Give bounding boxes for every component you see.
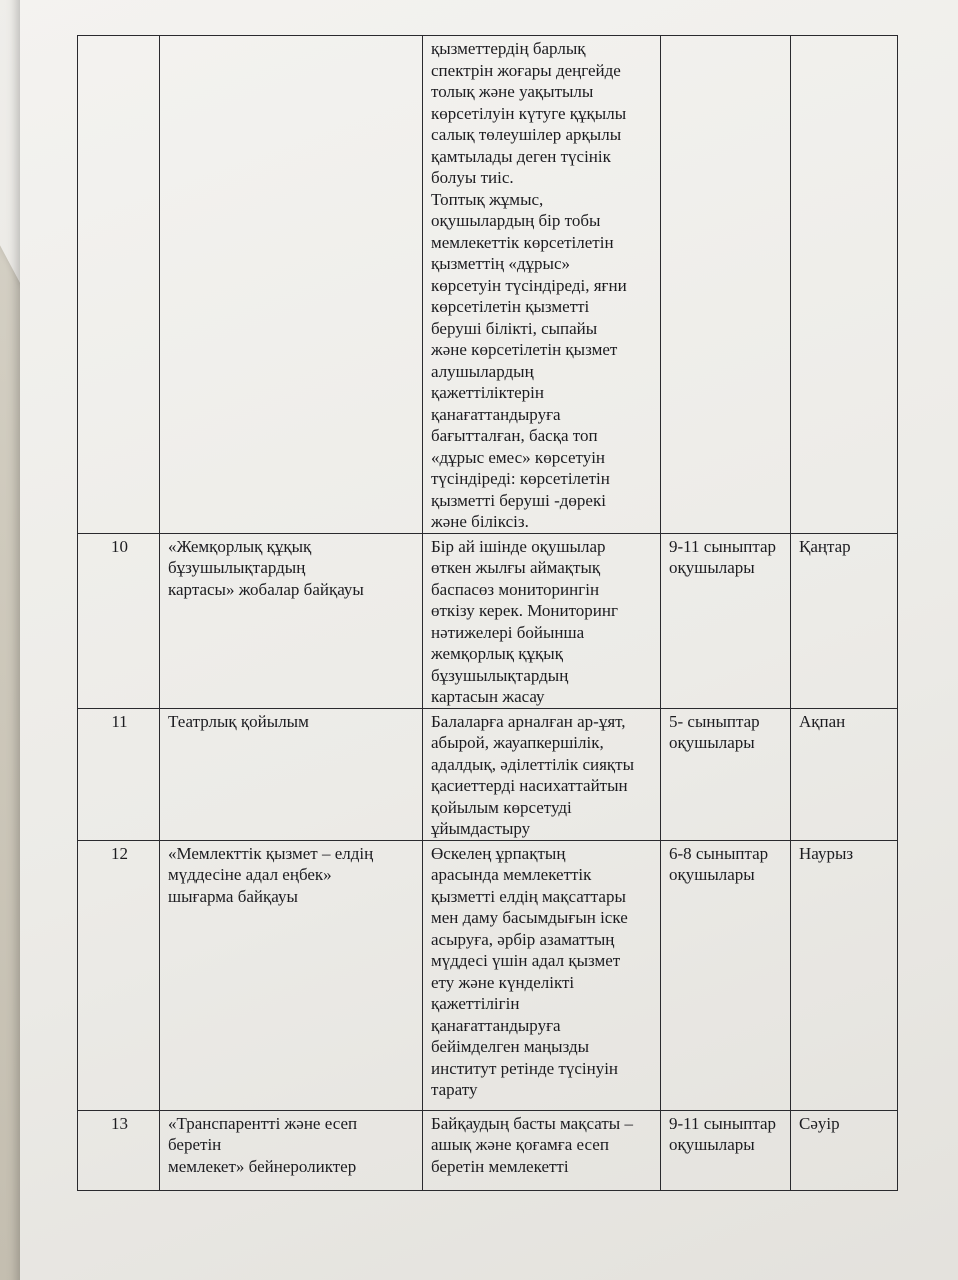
deadline-cell: Наурыз — [791, 840, 898, 1110]
row-number: 13 — [78, 1110, 160, 1190]
deadline-cell: Қаңтар — [791, 533, 898, 708]
participants-cell-line: оқушылары — [669, 733, 755, 752]
event-description-cell-line: көрсетілуін күтуге құқылы — [431, 103, 627, 123]
event-description-cell-line: беруші білікті, сыпайы — [431, 318, 598, 338]
event-name-cell-line: картасы» жобалар байқауы — [168, 579, 364, 599]
participants-cell — [661, 840, 791, 1110]
table-row — [78, 1110, 898, 1190]
participants-cell-line: оқушылары — [669, 1135, 755, 1154]
event-name-cell-line: беретін — [168, 1135, 222, 1154]
event-description-cell-line: спектрін жоғары деңгейде — [431, 60, 621, 80]
table-row — [78, 533, 898, 708]
event-description-cell-line: бұзушылықтардың — [431, 665, 569, 685]
event-description-cell-line: нәтижелері бойынша — [431, 622, 585, 642]
participants-cell — [661, 708, 791, 840]
row-number: 12 — [78, 840, 160, 1110]
event-name-cell-line: мүддесіне адал еңбек» — [168, 865, 332, 884]
event-description-cell-line: толық және уақытылы — [431, 82, 594, 101]
event-description-cell-line: қанағаттандыруға — [431, 404, 561, 424]
event-description-cell-line: ету және күнделікті — [431, 972, 575, 992]
participants-cell-line: 9-11 сыныптар — [669, 1113, 777, 1133]
event-name-cell — [160, 840, 423, 1110]
event-description-cell-line: қамтылады деген түсінік — [431, 146, 611, 166]
event-description-cell-line: беретін мемлекетті — [431, 1156, 569, 1176]
deadline-cell: Сәуір — [791, 1110, 898, 1190]
event-name-cell-line: «Транспарентті және есеп — [168, 1113, 358, 1133]
event-name-cell-line: бұзушылықтардың — [168, 558, 306, 577]
participants-cell — [661, 1110, 791, 1190]
event-description-cell-line: алушылардың — [431, 361, 534, 381]
event-description-cell-line: ашық және қоғамға есеп — [431, 1135, 609, 1154]
event-plan-table — [77, 35, 898, 1191]
event-name-cell — [160, 533, 423, 708]
event-description-cell-line: қызметті елдің мақсаттары — [431, 886, 626, 906]
event-description-cell-line: қанағаттандыруға — [431, 1015, 561, 1035]
table-row — [78, 840, 898, 1110]
event-description-cell-line: жемқорлық құқық — [431, 644, 563, 663]
participants-cell-line: 9-11 сыныптар — [669, 536, 777, 556]
row-number: 10 — [78, 533, 160, 708]
event-description-cell-line: картасын жасау — [431, 687, 545, 706]
participants-cell-line: оқушылары — [669, 865, 755, 884]
row-number: 11 — [78, 708, 160, 840]
event-description-cell-line: институт ретінде түсінуін — [431, 1058, 619, 1078]
participants-cell-line: оқушылары — [669, 558, 755, 577]
event-description-cell-line: асыруға, әрбір азаматтың — [431, 929, 615, 949]
event-description-cell-line: өткізу керек. Мониторинг — [431, 601, 618, 620]
event-description-cell-line: Бір ай ішінде оқушылар — [431, 536, 606, 556]
event-description-cell-line: бейімделген маңызды — [431, 1037, 590, 1056]
event-name-cell-line: Театрлық қойылым — [168, 711, 309, 731]
event-description-cell-line: оқушылардың бір тобы — [431, 211, 601, 230]
event-description-cell-line: қажеттіліктерін — [431, 383, 544, 402]
event-name-cell-line: мемлекет» бейнероликтер — [168, 1156, 357, 1176]
event-description-cell-line: Балаларға арналған ар-ұят, — [431, 711, 626, 731]
event-description-cell-line: қызметті беруші -дөрекі — [431, 490, 606, 510]
event-description-cell-line: қажеттілігін — [431, 994, 520, 1013]
event-description-cell — [423, 1110, 661, 1190]
event-description-cell-line: баспасөз мониторингін — [431, 579, 600, 599]
event-description-cell — [423, 36, 661, 534]
event-description-cell-line: көрсетуін түсіндіреді, яғни — [431, 275, 627, 295]
event-description-cell-line: мен даму басымдығын іске — [431, 908, 628, 927]
event-name-cell — [160, 36, 423, 534]
event-description-cell-line: және көрсетілетін қызмет — [431, 340, 618, 359]
event-name-cell-line: шығарма байқауы — [168, 886, 298, 906]
event-description-cell — [423, 840, 661, 1110]
event-description-cell-line: Байқаудың басты мақсаты – — [431, 1113, 633, 1133]
event-description-cell-line: бағытталған, басқа топ — [431, 426, 598, 445]
participants-cell-line: 5- сыныптар — [669, 711, 760, 731]
event-description-cell-line: адалдық, әділеттілік сияқты — [431, 754, 635, 774]
deadline-cell — [791, 36, 898, 534]
event-description-cell-line: өткен жылғы аймақтық — [431, 558, 601, 577]
participants-cell — [661, 36, 791, 534]
event-description-cell-line: «дұрыс емес» көрсетуін — [431, 447, 606, 467]
event-description-cell-line: көрсетілетін қызметті — [431, 297, 590, 316]
row-number — [78, 36, 160, 534]
paper-sheet — [20, 0, 958, 1280]
participants-cell-line: 6-8 сыныптар — [669, 843, 769, 863]
event-name-cell — [160, 1110, 423, 1190]
table-row — [78, 36, 898, 534]
event-description-cell-line: салық төлеушілер арқылы — [431, 125, 622, 144]
event-description-cell-line: Өскелең ұрпақтың — [431, 843, 566, 863]
event-description-cell-line: Топтық жұмыс, — [431, 189, 544, 209]
event-description-cell-line: арасында мемлекеттік — [431, 865, 592, 884]
event-description-cell-line: тарату — [431, 1080, 478, 1099]
event-description-cell-line: түсіндіреді: көрсетілетін — [431, 469, 610, 488]
event-description-cell — [423, 708, 661, 840]
table-row — [78, 708, 898, 840]
event-description-cell-line: қасиеттерді насихаттайтын — [431, 776, 628, 795]
event-name-cell — [160, 708, 423, 840]
event-description-cell-line: абырой, жауапкершілік, — [431, 733, 604, 752]
event-description-cell-line: қызметтің «дұрыс» — [431, 254, 571, 273]
event-name-cell-line: «Жемқорлық құқық — [168, 536, 312, 556]
event-description-cell-line: мүддесі үшін адал қызмет — [431, 951, 621, 970]
event-description-cell — [423, 533, 661, 708]
event-description-cell-line: қойылым көрсетуді — [431, 797, 572, 817]
event-description-cell-line: болуы тиіс. — [431, 168, 514, 187]
event-description-cell-line: және біліксіз. — [431, 512, 529, 531]
event-description-cell-line: ұйымдастыру — [431, 819, 531, 838]
participants-cell — [661, 533, 791, 708]
event-description-cell-line: қызметтердің барлық — [431, 39, 586, 58]
event-name-cell-line: «Мемлекттік қызмет – елдің — [168, 843, 374, 863]
deadline-cell: Ақпан — [791, 708, 898, 840]
event-description-cell-line: мемлекеттік көрсетілетін — [431, 232, 614, 252]
